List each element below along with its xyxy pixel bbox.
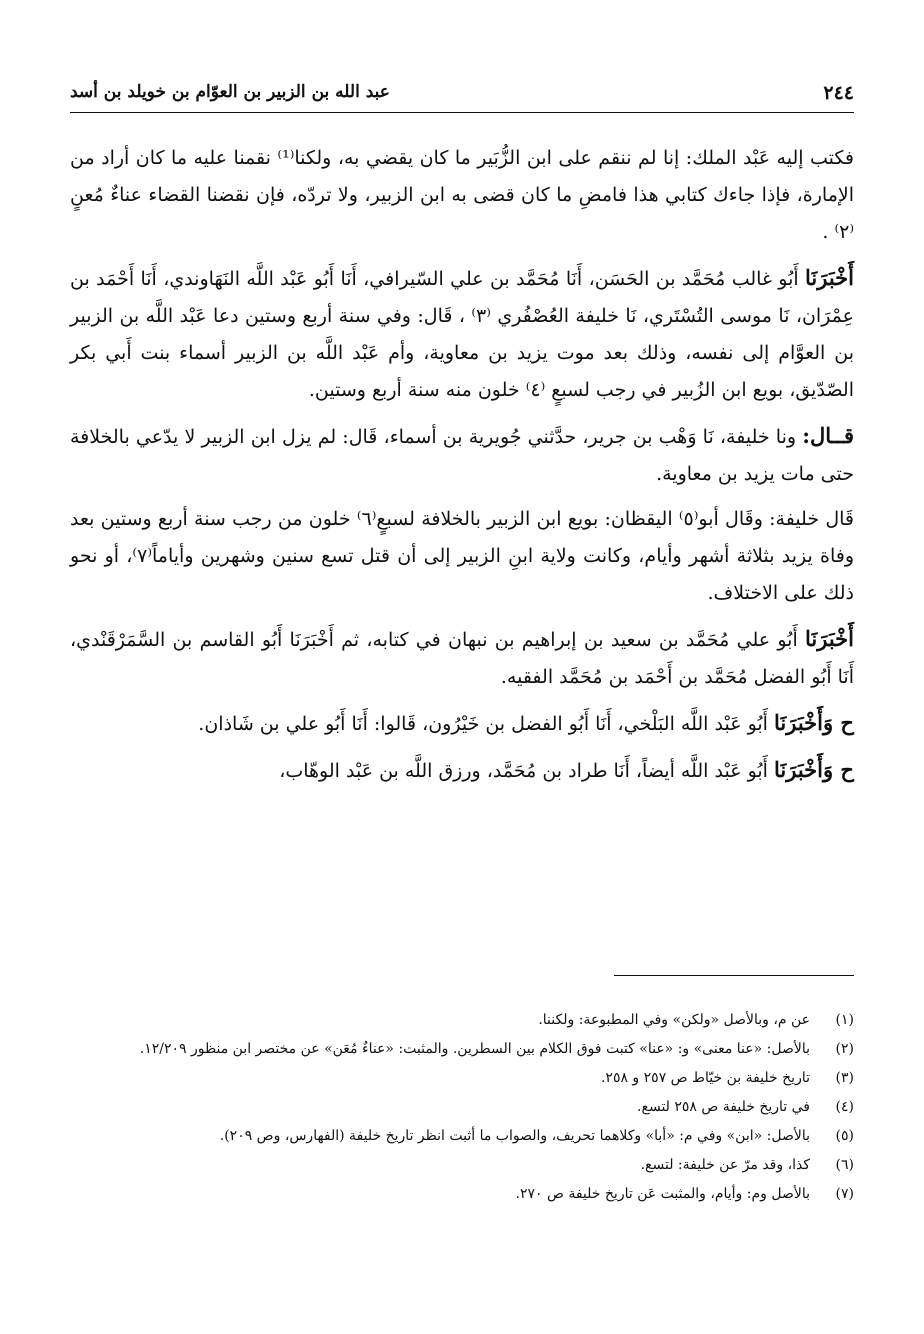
footnote-number: (٢)	[835, 1041, 854, 1057]
keyword: أَخْبَرَنَا	[805, 265, 854, 290]
footnote-number: (٥)	[835, 1128, 854, 1144]
footnote	[70, 1066, 854, 1091]
paragraph-6	[70, 704, 854, 743]
paragraph-2	[70, 259, 854, 409]
footnote-text: تاريخ خليفة بن خيّاط ص ٢٥٧ و ٢٥٨.	[600, 1070, 810, 1086]
running-title: عبد الله بن الزبير بن العوّام بن خويلد بن أسد	[70, 82, 390, 102]
main-text	[70, 140, 854, 798]
footnote-text: كذا، وقد مرّ عن خليفة: لتسع.	[640, 1157, 810, 1173]
footnote-text: بالأصل: «ابن» وفي م: «أبا» وكلاهما تحريف، والصواب ما أثبت انظر تاريخ خليفة (الفهارس، وص ٢٠٩).	[219, 1128, 810, 1144]
paragraph-7	[70, 751, 854, 790]
keyword: أَخْبَرَنَا	[805, 626, 854, 651]
paragraph-text: أَبُو غالب مُحَمَّد بن الحَسَن، أَنَا مُحَمَّد بن علي السّيرافي، أَنَا أَبُو عَبْد اللَّه النَهَاوندي، أَنَا أَحْمَد بن عِمْرَان، نَا موسى التُسْتَري، نَا خليفة العُصْفُري ⁽٣⁾ ، قَال: وفي سنة أربع وستين دعا عَبْد اللَّه بن الزبير بن العوَّام إلى نفسه، وذلك بعد موت يزيد بن معاوية، وأم عَبْد اللَّه بن الزبير أسماء بنت أَبي بكر الصّدّيق، بويع ابن الزُبير في رجب لسبعٍ ⁽٤⁾ خلون منه سنة أربع وستين.	[70, 268, 854, 401]
paragraph-text: ونا خليفة، نَا وَهْب بن جرير، حدَّثني جُويرية بن أسماء، قَال: لم يزل ابن الزبير لا يدّعي بالخلافة حتى مات يزيد بن معاوية.	[70, 426, 854, 485]
paragraph-1: فكتب إليه عَبْد الملك: إنا لم ننقم على ابن الزُّبَير ما كان يقضي به، ولكنا⁽¹⁾ نقمنا عليه ما كان أراد من الإمارة، فإذا جاءك كتابي هذا فامضِ ما كان قضى به ابن الزبير، ولا تردّه، فإن نقضنا القضاء عناءٌ مُعنٍ ⁽٢⁾ .	[70, 147, 854, 243]
page-number: ٢٤٤	[823, 82, 854, 104]
paragraph-5	[70, 620, 854, 696]
page-header	[70, 82, 854, 113]
footnote	[70, 1008, 854, 1033]
footnote-number: (٦)	[835, 1157, 854, 1173]
footnote-number: (٣)	[835, 1070, 854, 1086]
keyword: قــال:	[802, 423, 854, 448]
footnote-text: في تاريخ خليفة ص ٢٥٨ لتسع.	[637, 1099, 810, 1115]
paragraph-text: أَبُو علي مُحَمَّد بن سعيد بن إبراهيم بن نبهان في كتابه، ثم أَخْبَرَنَا أَبُو القاسم بن السَّمَرْقَنْدي، أَنَا أَبُو الفضل مُحَمَّد بن أَحْمَد بن مُحَمَّد الفقيه.	[70, 629, 854, 688]
footnote	[70, 1124, 854, 1149]
footnote	[70, 1037, 854, 1062]
footnote	[70, 1182, 854, 1207]
paragraph-3	[70, 417, 854, 493]
footnote-text: عن م، وبالأصل «ولكن» وفي المطبوعة: ولكننا.	[538, 1012, 810, 1028]
footnote	[70, 1095, 854, 1120]
footnote-text: بالأصل وم: وأيام، والمثبت عَن تاريخ خليفة ص ٢٧٠.	[515, 1186, 810, 1202]
keyword: ح وَأَخْبَرَنَا	[774, 757, 854, 782]
footnote	[70, 1153, 854, 1178]
footnote-text: بالأصل: «عنا معنى» و: «عنا» كتبت فوق الكلام بين السطرين. والمثبت: «عناءٌ مُعَن» عن مختصر ابن منظور ١٢/٢٠٩.	[139, 1041, 810, 1057]
paragraph-text: أَبُو عَبْد اللَّه البَلْخي، أَنَا أَبُو الفضل بن خَيْرُون، قَالوا: أَنَا أَبُو علي بن شَاذان.	[198, 713, 774, 735]
footnote-number: (١)	[835, 1012, 854, 1028]
footnote-separator	[614, 975, 854, 976]
footnotes	[70, 1008, 854, 1211]
keyword: ح وَأَخْبَرَنَا	[774, 710, 854, 735]
paragraph-text: أَبُو عَبْد اللَّه أيضاً، أَنَا طراد بن مُحَمَّد، ورزق اللَّه بن عَبْد الوهّاب،	[279, 760, 774, 782]
footnote-number: (٤)	[835, 1099, 854, 1115]
footnote-number: (٧)	[835, 1186, 854, 1202]
paragraph-4: قَال خليفة: وقَال أبو⁽٥⁾ اليقظان: بويع ابن الزبير بالخلافة لسبعٍ⁽٦⁾ خلون من رجب سنة أربع وستين بعد وفاة يزيد بثلاثة أشهر وأيام، وكانت ولاية ابنِ الزبير إلى أن قتل تسع سنين وشهرين وأياماً⁽٧⁾، أو نحو ذلك على الاختلاف.	[70, 508, 855, 604]
